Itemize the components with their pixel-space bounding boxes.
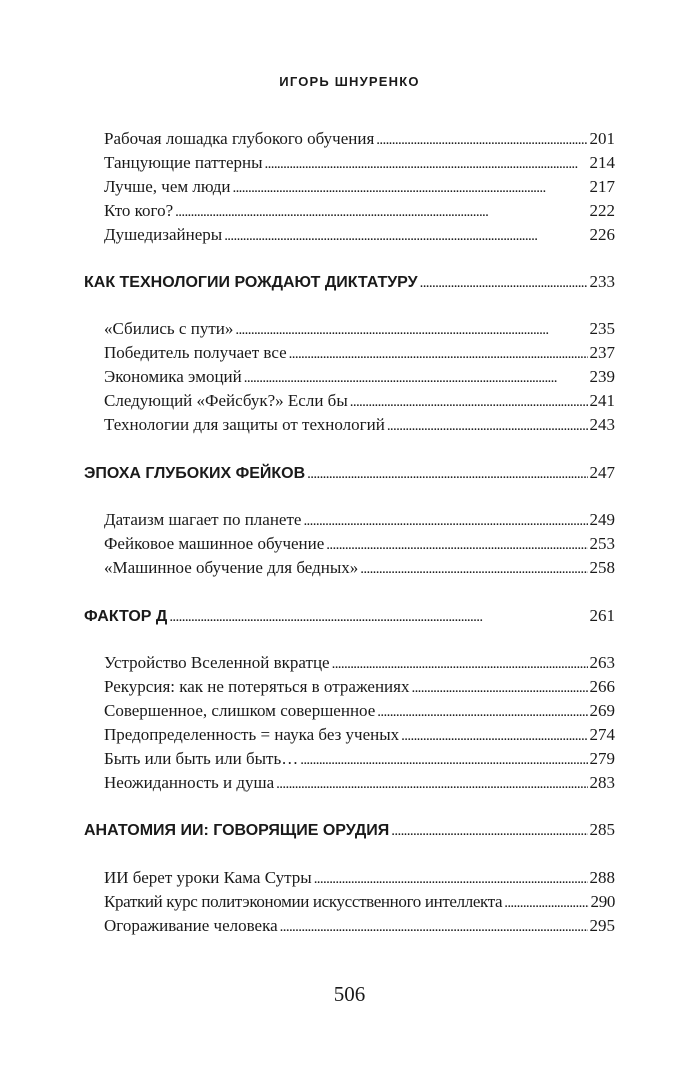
toc-entry-title: Быть или быть или быть… — [104, 749, 299, 768]
dot-leader — [303, 510, 587, 532]
dot-leader — [235, 319, 587, 341]
toc-entry-page: 217 — [589, 177, 615, 196]
toc-entry-title: Устройство Вселенной вкратце — [104, 653, 330, 672]
dot-leader — [300, 749, 587, 771]
dot-leader — [232, 177, 587, 199]
toc-entry — [104, 342, 615, 364]
dot-leader — [332, 653, 588, 675]
toc-entry — [104, 772, 615, 794]
toc-entry — [104, 200, 615, 222]
dot-leader — [307, 463, 587, 485]
dot-leader — [326, 534, 587, 556]
toc-entry-title: Датаизм шагает по планете — [104, 510, 302, 529]
toc-entry-title: «Машинное обучение для бедных» — [104, 558, 359, 577]
toc-entry-title: Душедизайнеры — [104, 225, 223, 244]
toc-chapter — [84, 819, 615, 841]
toc-chapter — [84, 271, 615, 293]
toc-chapter-page: 233 — [589, 272, 615, 291]
toc-entry-page: 290 — [590, 892, 615, 911]
toc-entry-page: 253 — [589, 534, 615, 553]
toc-entry-page: 283 — [589, 773, 615, 792]
toc-entry-title: Рабочая лошадка глубокого обучения — [104, 129, 375, 148]
toc-entry — [104, 224, 615, 246]
page-number: 506 — [333, 982, 366, 1006]
toc-entry-title: Следующий «Фейсбук?» Если бы — [104, 391, 348, 410]
toc-entry-title: Танцующие паттерны — [104, 153, 263, 172]
toc-entry-title: Совершенное, слишком совершенное — [104, 701, 376, 720]
toc-entry-page: 214 — [589, 153, 615, 172]
dot-leader — [289, 343, 588, 365]
dot-leader — [360, 558, 587, 580]
dot-leader — [377, 701, 587, 723]
toc-entry-page: 249 — [589, 510, 615, 529]
toc-entry-title: Победитель получает все — [104, 343, 287, 362]
toc-entry-page: 241 — [589, 391, 615, 410]
toc-entry — [104, 891, 615, 913]
toc-chapter-title: ЭПОХА ГЛУБОКИХ ФЕЙКОВ — [84, 465, 306, 482]
toc-chapter-title: АНАТОМИЯ ИИ: ГОВОРЯЩИЕ ОРУДИЯ — [84, 822, 390, 839]
toc-entry — [104, 724, 615, 746]
dot-leader — [504, 892, 588, 914]
toc-chapter-title: ФАКТОР Д — [84, 608, 168, 625]
dot-leader — [224, 225, 587, 247]
running-head: ИГОРЬ ШНУРЕНКО — [279, 74, 420, 89]
toc-entry-title: ИИ берет уроки Кама Сутры — [104, 868, 312, 887]
toc-entry-title: Рекурсия: как не потеряться в отражениях — [104, 677, 410, 696]
dot-leader — [376, 129, 587, 151]
toc-entry — [104, 390, 615, 412]
toc-entry-page: 222 — [589, 201, 615, 220]
toc-entry-page: 201 — [589, 129, 615, 148]
toc-entry — [104, 748, 615, 770]
toc-entry — [104, 509, 615, 531]
toc-entry — [104, 915, 615, 937]
toc-entry — [104, 676, 615, 698]
dot-leader — [420, 272, 588, 294]
toc-entry — [104, 318, 615, 340]
toc-entry-page: 269 — [589, 701, 615, 720]
toc-entry-title: Кто кого? — [104, 201, 174, 220]
dot-leader — [175, 201, 587, 223]
toc-entry-page: 274 — [589, 725, 615, 744]
toc-entry — [104, 867, 615, 889]
toc-chapter — [84, 462, 615, 484]
toc-entry-title: Технологии для защиты от технологий — [104, 415, 385, 434]
dot-leader — [350, 391, 588, 413]
toc-chapter-page: 261 — [589, 606, 615, 625]
dot-leader — [276, 773, 587, 795]
toc-entry — [104, 533, 615, 555]
toc-entry-page: 237 — [589, 343, 615, 362]
toc-entry-title: Фейковое машинное обучение — [104, 534, 325, 553]
toc-entry-page: 258 — [589, 558, 615, 577]
toc-entry — [104, 152, 615, 174]
toc-chapter-page: 247 — [589, 463, 615, 482]
toc-entry — [104, 414, 615, 436]
toc-entry-title: Предопределенность = наука без ученых — [104, 725, 400, 744]
dot-leader — [387, 415, 588, 437]
toc-entry-title: Краткий курс политэкономии искусственного интеллекта — [104, 892, 503, 911]
toc-entry — [104, 700, 615, 722]
toc-entry — [104, 366, 615, 388]
toc-chapter-page: 285 — [589, 820, 615, 839]
dot-leader — [244, 367, 588, 389]
toc-entry-page: 235 — [589, 319, 615, 338]
toc-entry-page: 266 — [589, 677, 615, 696]
toc-entry-page: 226 — [589, 225, 615, 244]
dot-leader — [401, 725, 587, 747]
dot-leader — [314, 868, 588, 890]
toc-entry-title: Огораживание человека — [104, 916, 278, 935]
toc-entry — [104, 557, 615, 579]
toc-entry-page: 263 — [589, 653, 615, 672]
dot-leader — [169, 606, 587, 628]
toc-entry — [104, 652, 615, 674]
toc-entry — [104, 176, 615, 198]
toc-entry-page: 243 — [589, 415, 615, 434]
toc-entry-page: 295 — [589, 916, 615, 935]
toc-entry-title: Экономика эмоций — [104, 367, 242, 386]
dot-leader — [391, 820, 587, 842]
dot-leader — [280, 916, 588, 938]
toc-chapter — [84, 605, 615, 627]
toc-entry-page: 288 — [589, 868, 615, 887]
toc-entry-title: «Сбились с пути» — [104, 319, 234, 338]
toc-entry-title: Неожиданность и душа — [104, 773, 275, 792]
toc-entry — [104, 128, 615, 150]
dot-leader — [411, 677, 587, 699]
toc-entry-page: 239 — [589, 367, 615, 386]
toc-chapter-title: КАК ТЕХНОЛОГИИ РОЖДАЮТ ДИКТАТУРУ — [84, 274, 418, 291]
dot-leader — [265, 153, 588, 175]
toc-entry-title: Лучше, чем люди — [104, 177, 231, 196]
toc-entry-page: 279 — [589, 749, 615, 768]
